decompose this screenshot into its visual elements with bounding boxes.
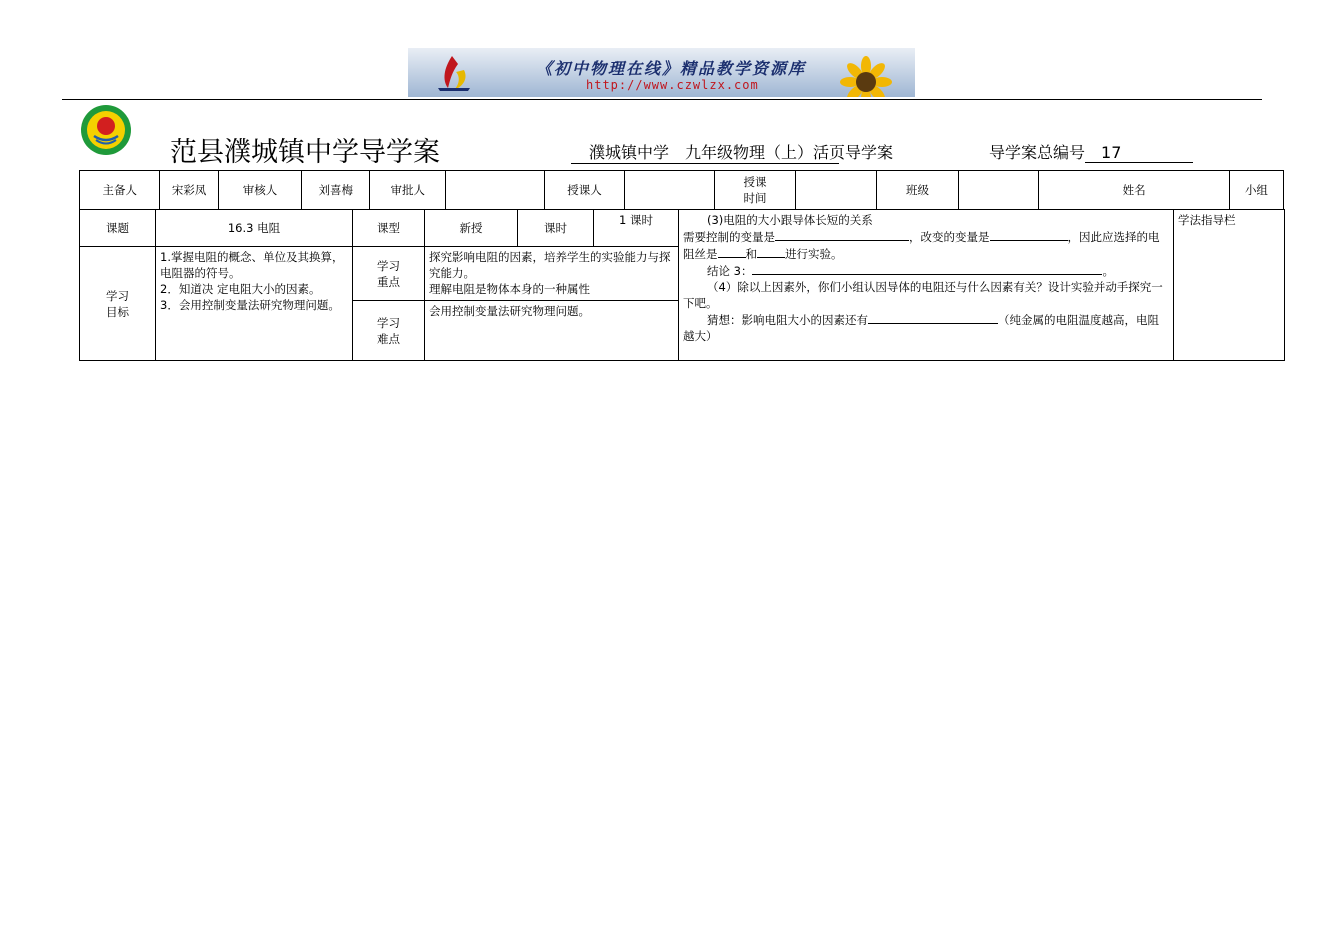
table-row xyxy=(80,210,1285,247)
name-label: 姓名 xyxy=(1039,171,1230,210)
approver-label: 审批人 xyxy=(370,171,446,210)
content-line: 需要控制的变量是 ，改变的变量是 ，因此应选择的电 xyxy=(683,230,1160,244)
table-row xyxy=(80,171,1284,210)
reviewer-value: 刘喜梅 xyxy=(302,171,370,210)
content-line: 结论 3： 。 xyxy=(707,264,1114,278)
difficulties-content: 会用控制变量法研究物理问题。 xyxy=(425,301,679,361)
lesson-plan-table xyxy=(79,170,1284,210)
goals-content: 1.掌握电阻的概念、单位及其换算， 电阻器的符号。 2．知道决 定电阻大小的因素。 3．会用控制变量法研究物理问题。 xyxy=(156,247,353,361)
blank-field[interactable] xyxy=(718,245,746,258)
time-label xyxy=(715,171,795,210)
lesson-content xyxy=(679,210,1174,361)
hours-label: 课时 xyxy=(518,210,594,247)
banner-url: http://www.czwlzx.com xyxy=(586,78,759,92)
blank-field[interactable] xyxy=(752,262,1102,275)
group-label: 小组 xyxy=(1229,171,1283,210)
blank-field[interactable] xyxy=(757,245,785,258)
type-label: 课型 xyxy=(353,210,425,247)
content-line: 猜想：影响电阻大小的因素还有 （纯金属的电阻温度越高，电阻 xyxy=(707,313,1159,327)
banner-logo-icon xyxy=(434,54,474,92)
method-guide-column: 学法指导栏 xyxy=(1174,210,1285,361)
time-label-line1: 授课 xyxy=(743,175,767,189)
blank-field[interactable] xyxy=(775,228,909,241)
key-points-label: 学习 重点 xyxy=(353,247,425,301)
reviewer-label: 审核人 xyxy=(218,171,302,210)
serial-label: 导学案总编号 xyxy=(989,143,1086,162)
content-line: 越大） xyxy=(683,329,718,343)
hours-value: 1 课时 xyxy=(594,210,679,247)
topic-value: 16.3 电阻 xyxy=(156,210,353,247)
serial-number-line xyxy=(989,140,1193,163)
banner-title: 《初中物理在线》精品教学资源库 xyxy=(536,59,807,78)
page-title: 范县濮城镇中学导学案 xyxy=(170,137,440,168)
class-value[interactable] xyxy=(958,171,1038,210)
time-label-line2: 时间 xyxy=(743,191,767,205)
preparer-label: 主备人 xyxy=(80,171,160,210)
school-logo-icon xyxy=(80,104,132,156)
preparer-value: 宋彩凤 xyxy=(160,171,218,210)
content-line: （4）除以上因素外，你们小组认因导体的电阻还与什么因素有关？设计实验并动手探究一 xyxy=(707,280,1163,294)
type-value: 新授 xyxy=(425,210,518,247)
header-rule xyxy=(62,99,1262,100)
course-title: 濮城镇中学 九年级物理（上）活页导学案 xyxy=(571,140,839,164)
content-line: (3)电阻的大小跟导体长短的关系 xyxy=(707,213,873,227)
blank-field[interactable] xyxy=(868,311,998,324)
goals-label: 学习 目标 xyxy=(80,247,156,361)
approver-value[interactable] xyxy=(446,171,544,210)
teacher-label: 授课人 xyxy=(544,171,624,210)
class-label: 班级 xyxy=(877,171,959,210)
content-line: 下吧。 xyxy=(683,296,718,310)
content-line: 阻丝是 和 进行实验。 xyxy=(683,247,843,261)
sunflower-icon xyxy=(836,52,896,97)
lesson-body-table xyxy=(79,209,1285,361)
difficulties-label: 学习 难点 xyxy=(353,301,425,361)
serial-number: 17 xyxy=(1085,143,1193,163)
key-points-content: 探究影响电阻的因素，培养学生的实验能力与探 究能力。 理解电阻是物体本身的一种属性 xyxy=(425,247,679,301)
topic-label: 课题 xyxy=(80,210,156,247)
blank-field[interactable] xyxy=(990,228,1068,241)
time-value[interactable] xyxy=(795,171,877,210)
resource-banner xyxy=(408,48,915,97)
teacher-value[interactable] xyxy=(625,171,715,210)
